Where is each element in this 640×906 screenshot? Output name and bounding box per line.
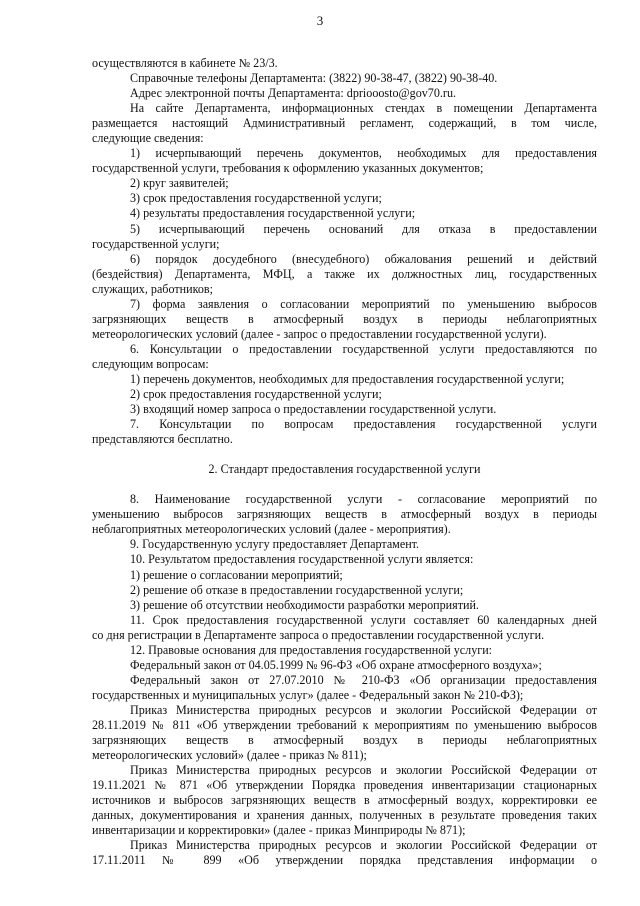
text-line: размещается настоящий Административный регламент, содержащий, в том числе, [92,116,597,131]
text-line: государственных и муниципальных услуг» (далее - Федеральный закон № 210-ФЗ); [92,687,524,702]
section-heading: 2. Стандарт предоставления государственной услуги [208,462,481,477]
text-line: уменьшению выбросов загрязняющих веществ в атмосферный воздух в периоды [92,507,597,522]
text-line: 11. Срок предоставления государственной услуги составляет 60 календарных дней [130,612,597,627]
text-line: государственной услуги; [92,236,220,251]
text-line: На сайте Департамента, информационных стендах в помещении Департамента [130,101,597,116]
text-line: Адрес электронной почты Департамента: dpriooosto@gov70.ru. [130,86,457,101]
text-line: 1) исчерпывающий перечень документов, необходимых для предоставления [130,146,597,161]
text-line: следующим вопросам: [92,356,209,371]
text-line: Приказ Министерства природных ресурсов и экологии Российской Федерации от [130,838,597,853]
text-line: 2) круг заявителей; [130,176,229,191]
text-line: 6. Консультации о предоставлении государственной услуги предоставляются по [130,341,597,356]
text-line: Федеральный закон от 27.07.2010 № 210-ФЗ «Об организации предоставления [130,672,597,687]
text-line: 2) срок предоставления государственной услуги; [130,387,382,402]
text-line: 3) решение об отсутствии необходимости разработки мероприятий. [130,597,479,612]
text-line: служащих, работников; [92,281,213,296]
text-line: загрязняющих веществ в атмосферный воздух в периоды неблагоприятных [92,733,597,748]
text-line: Федеральный закон от 04.05.1999 № 96-ФЗ «Об охране атмосферного воздуха»; [130,657,542,672]
spacer [92,447,597,462]
text-line: 5) исчерпывающий перечень оснований для отказа в предоставлении [130,221,597,236]
spacer [92,477,597,492]
text-line: 8. Наименование государственной услуги - согласование мероприятий по [130,492,597,507]
text-line: 17.11.2011 № 899 «Об утверждении порядка представления информации о [92,853,597,868]
text-line: 6) порядок досудебного (внесудебного) обжалования решений и действий [130,251,597,266]
text-line: 10. Результатом предоставления государственной услуги является: [130,552,474,567]
text-line: 9. Государственную услугу предоставляет Департамент. [130,537,420,552]
text-line: 19.11.2021 № 871 «Об утверждении Порядка проведения инвентаризации стационарных [92,778,597,793]
text-line: неблагоприятных метеорологических условий (далее - мероприятия). [92,522,451,537]
text-line: загрязняющих веществ в атмосферный воздух в периоды неблагоприятных [92,311,597,326]
document-body [92,56,597,868]
text-line: 4) результаты предоставления государственной услуги; [130,206,416,221]
text-line: 7) форма заявления о согласовании мероприятий по уменьшению выбросов [130,296,597,311]
text-line: инвентаризации и корректировки» (далее - приказ Минприроды № 871); [92,823,466,838]
text-line: метеорологических условий» (далее - приказ № 811); [92,748,367,763]
text-line: 3) срок предоставления государственной услуги; [130,191,382,206]
text-line: 1) перечень документов, необходимых для предоставления государственной услуги; [130,371,565,386]
text-line: следующие сведения: [92,131,204,146]
text-line: 3) входящий номер запроса о предоставлении государственной услуги. [130,402,497,417]
text-line: Приказ Министерства природных ресурсов и экологии Российской Федерации от [130,763,597,778]
text-line: 12. Правовые основания для предоставления государственной услуги: [130,642,493,657]
text-line: (бездействия) Департамента, МФЦ, а также их должностных лиц, государственных [92,266,597,281]
text-line: источников и выбросов загрязняющих веществ в атмосферный воздух, корректировки ее [92,793,597,808]
text-line: данных, документирования и хранения данных, полученных в результате проведения таких [92,808,597,823]
text-line: 28.11.2019 № 811 «Об утверждении требований к мероприятиям по уменьшению выбросов [92,717,597,732]
text-line: 1) решение о согласовании мероприятий; [130,567,343,582]
text-line: Справочные телефоны Департамента: (3822) 90-38-47, (3822) 90-38-40. [130,71,498,86]
text-line: метеорологических условий (далее - запрос о предоставлении государственной услуги). [92,326,547,341]
text-line: представляются бесплатно. [92,432,233,447]
text-line: Приказ Министерства природных ресурсов и экологии Российской Федерации от [130,702,597,717]
text-line: государственной услуги, требования к оформлению указанных документов; [92,161,484,176]
text-line: со дня регистрации в Департаменте запроса о предоставлении государственной услуги. [92,627,545,642]
page-number: 3 [316,13,324,28]
text-line: 2) решение об отказе в предоставлении государственной услуги; [130,582,464,597]
text-line: осуществляются в кабинете № 23/3. [92,56,278,70]
text-line: 7. Консультации по вопросам предоставления государственной услуги [130,417,597,432]
